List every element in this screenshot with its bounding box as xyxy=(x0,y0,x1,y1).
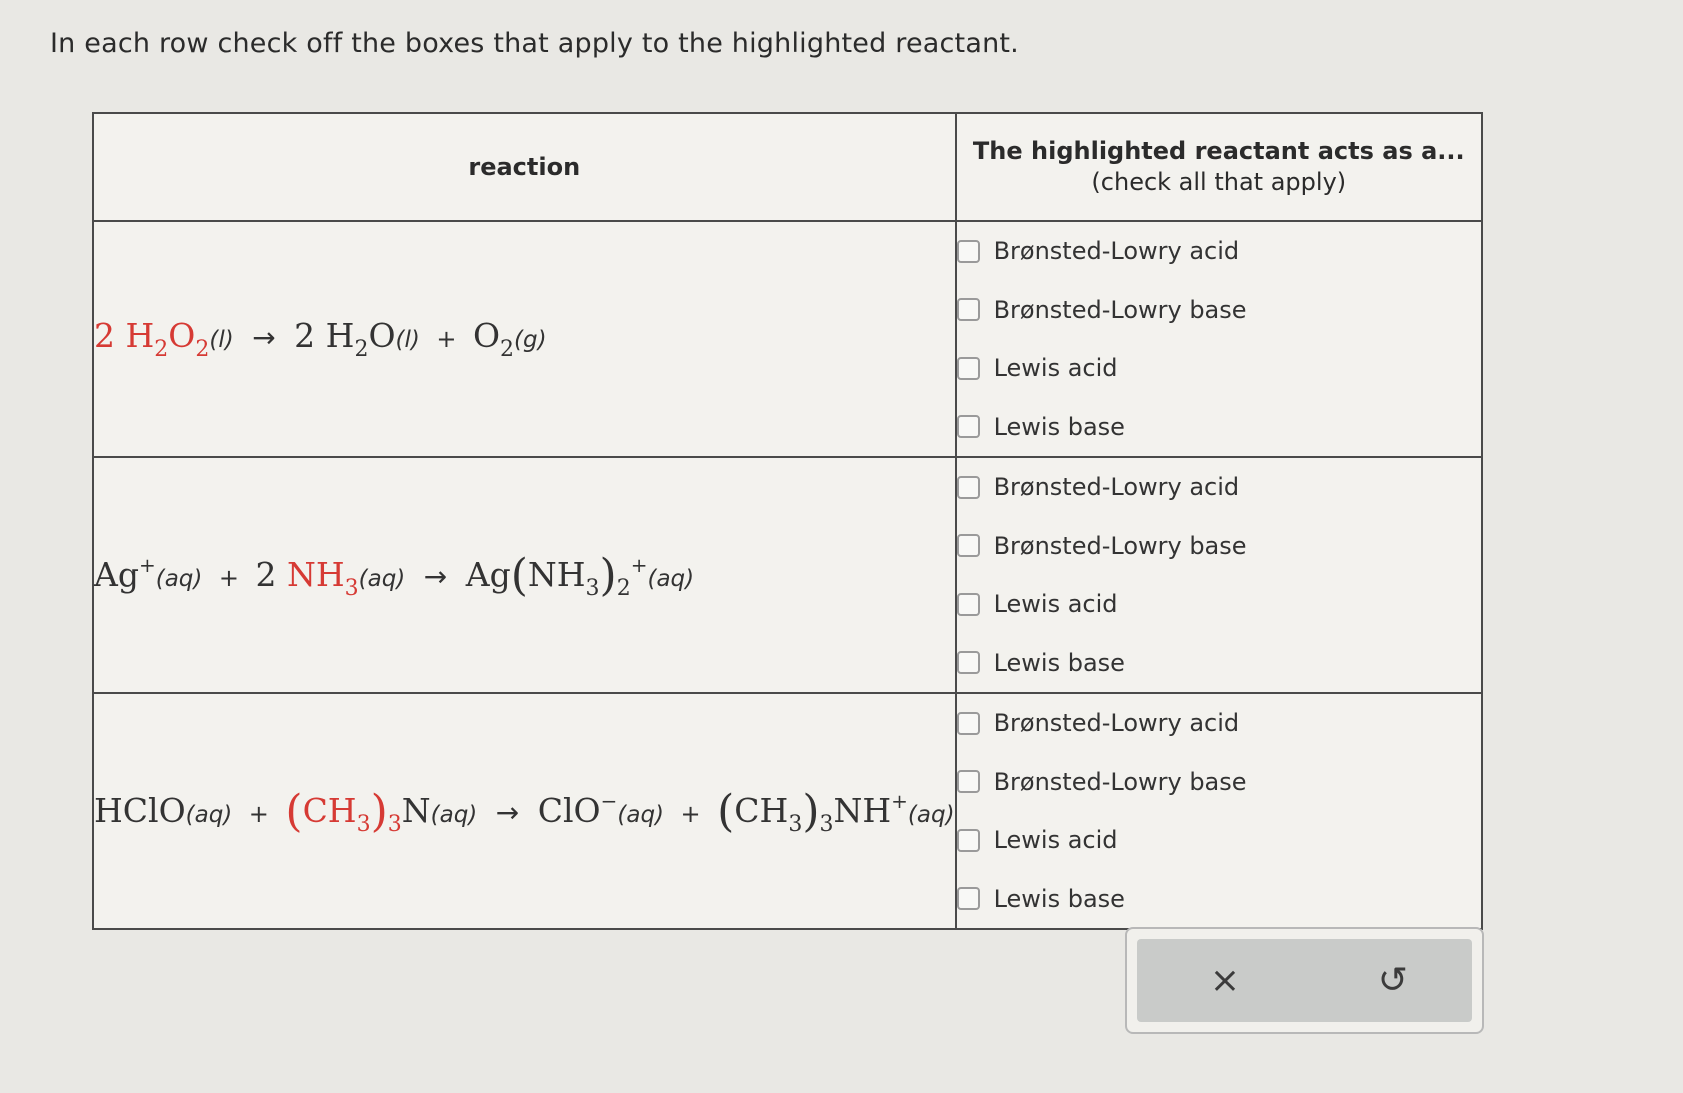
reaction-equation-2: Ag+(aq) + 2 $NH_3(aq) \to Ag(NH_3)_2^+(aq)$ xyxy=(94,549,695,601)
undo-icon[interactable]: ↺ xyxy=(1377,959,1409,1001)
option-bronsted-base[interactable] xyxy=(957,517,1481,576)
highlighted-reactant: 2 $H_2O_2$ xyxy=(94,316,210,362)
reaction-arrow: → xyxy=(423,559,448,593)
option-bronsted-acid[interactable] xyxy=(957,694,1481,753)
option-label: Lewis base xyxy=(993,412,1125,441)
option-lewis-base[interactable] xyxy=(957,634,1481,693)
reaction-table xyxy=(92,112,1483,930)
option-label: Brønsted-Lowry base xyxy=(993,531,1247,560)
header-role xyxy=(956,113,1482,221)
options-cell xyxy=(956,457,1482,693)
option-label: Brønsted-Lowry acid xyxy=(993,709,1240,738)
option-label: Lewis acid xyxy=(993,590,1118,619)
answer-actions-bar xyxy=(1137,939,1472,1022)
option-bronsted-acid[interactable] xyxy=(957,222,1481,281)
checkbox[interactable] xyxy=(957,887,980,910)
highlighted-reactant: $NH_3$ xyxy=(286,554,359,601)
option-lewis-acid[interactable] xyxy=(957,575,1481,634)
header-role-title: The highlighted reactant acts as a... xyxy=(972,137,1465,165)
reaction-cell xyxy=(93,693,956,929)
reaction-cell xyxy=(93,457,956,693)
checkbox[interactable] xyxy=(957,357,980,380)
checkbox[interactable] xyxy=(957,651,980,674)
checkbox[interactable] xyxy=(957,476,980,499)
header-reaction: reaction xyxy=(93,113,956,221)
table-header-row xyxy=(93,113,1482,221)
header-role-subtitle: (check all that apply) xyxy=(1091,168,1347,196)
option-lewis-acid[interactable] xyxy=(957,339,1481,398)
option-label: Lewis base xyxy=(993,884,1125,913)
reaction-cell xyxy=(93,221,956,457)
reaction-equation-1: 2 $H_2O_2(l) \to 2$ $H_2O(l) + O_2(g)$ xyxy=(94,316,547,362)
option-label: Brønsted-Lowry acid xyxy=(993,473,1240,502)
option-label: Lewis acid xyxy=(993,826,1118,855)
highlighted-reactant: $(CH_3)_3$ xyxy=(285,785,402,837)
table-row xyxy=(93,457,1482,693)
option-bronsted-base[interactable] xyxy=(957,753,1481,812)
reaction-arrow: → xyxy=(252,321,276,354)
option-label: Lewis base xyxy=(993,648,1125,677)
option-bronsted-base[interactable] xyxy=(957,281,1481,340)
checkbox[interactable] xyxy=(957,534,980,557)
clear-icon[interactable]: × xyxy=(1209,959,1241,1001)
answer-actions-panel xyxy=(1125,927,1484,1034)
checkbox[interactable] xyxy=(957,415,980,438)
reaction-arrow: → xyxy=(495,795,520,829)
option-label: Brønsted-Lowry acid xyxy=(993,237,1240,266)
option-bronsted-acid[interactable] xyxy=(957,458,1481,517)
checkbox[interactable] xyxy=(957,593,980,616)
options-cell xyxy=(956,221,1482,457)
options-cell xyxy=(956,693,1482,929)
option-lewis-base[interactable] xyxy=(957,398,1481,457)
option-label: Brønsted-Lowry base xyxy=(993,767,1247,796)
reaction-equation-3: HClO(aq) + $(CH_3)_3N(aq) \to ClO^-(aq) + (CH_3)_3NH^+(aq)$ xyxy=(94,785,955,837)
option-label: Lewis acid xyxy=(993,354,1118,383)
checkbox[interactable] xyxy=(957,829,980,852)
option-lewis-acid[interactable] xyxy=(957,811,1481,870)
checkbox[interactable] xyxy=(957,240,980,263)
table-row xyxy=(93,221,1482,457)
instruction-text: In each row check off the boxes that apply to the highlighted reactant. xyxy=(50,28,1019,59)
option-lewis-base[interactable] xyxy=(957,870,1481,929)
checkbox[interactable] xyxy=(957,712,980,735)
option-label: Brønsted-Lowry base xyxy=(993,295,1247,324)
checkbox[interactable] xyxy=(957,770,980,793)
table-row xyxy=(93,693,1482,929)
checkbox[interactable] xyxy=(957,298,980,321)
